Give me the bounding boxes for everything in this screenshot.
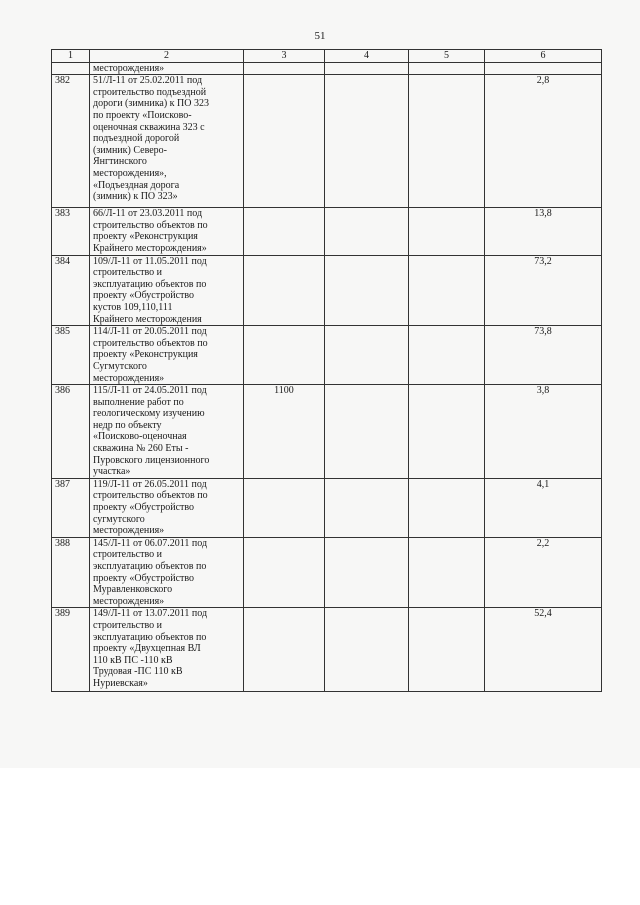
column-header: 6 bbox=[485, 50, 602, 63]
column-header: 2 bbox=[90, 50, 244, 63]
table-row bbox=[52, 255, 602, 326]
row-col3 bbox=[244, 75, 325, 208]
row-col5 bbox=[409, 255, 485, 326]
row-col4 bbox=[325, 326, 409, 385]
row-col5 bbox=[409, 385, 485, 479]
table-row bbox=[52, 537, 602, 608]
row-number: 385 bbox=[52, 326, 90, 385]
page-bottom-margin bbox=[0, 768, 640, 905]
row-col4 bbox=[325, 75, 409, 208]
row-col6-value: 4,1 bbox=[485, 478, 602, 537]
row-col3 bbox=[244, 326, 325, 385]
row-col6-value: 73,2 bbox=[485, 255, 602, 326]
row-number: 387 bbox=[52, 478, 90, 537]
continuation-row bbox=[52, 62, 602, 75]
row-col6-value: 73,8 bbox=[485, 326, 602, 385]
row-col4 bbox=[325, 608, 409, 692]
row-col6-value: 2,2 bbox=[485, 537, 602, 608]
table-row bbox=[52, 326, 602, 385]
row-description: 109/Л-11 от 11.05.2011 под строительство и эксплуатацию объектов по проекту «Обустройство кустов 109,110,111 Крайнего месторождения bbox=[90, 255, 244, 326]
row-description: 66/Л-11 от 23.03.2011 под строительство объектов по проекту «Реконструкция Крайнего месторождения» bbox=[90, 208, 244, 255]
row-description: 149/Л-11 от 13.07.2011 под строительство и эксплуатацию объектов по проекту «Двухцепная ВЛ 110 кВ ПС -110 кВ Трудовая -ПС 110 кВ Нуриевская» bbox=[90, 608, 244, 692]
row-col5 bbox=[409, 326, 485, 385]
row-col4 bbox=[325, 537, 409, 608]
column-header: 1 bbox=[52, 50, 90, 63]
row-number: 382 bbox=[52, 75, 90, 208]
row-col5 bbox=[409, 608, 485, 692]
row-col3 bbox=[244, 537, 325, 608]
row-col4 bbox=[325, 478, 409, 537]
table-header-row bbox=[52, 50, 602, 63]
row-col5 bbox=[409, 75, 485, 208]
row-number: 386 bbox=[52, 385, 90, 479]
row-col4 bbox=[325, 385, 409, 479]
row-col4 bbox=[325, 208, 409, 255]
row-number: 389 bbox=[52, 608, 90, 692]
row-col3: 1100 bbox=[244, 385, 325, 479]
table-row bbox=[52, 385, 602, 479]
row-col6-value: 52,4 bbox=[485, 608, 602, 692]
continuation-text: месторождения» bbox=[90, 62, 244, 75]
row-col3 bbox=[244, 208, 325, 255]
row-col5 bbox=[409, 208, 485, 255]
row-col5 bbox=[409, 478, 485, 537]
land-allocation-table bbox=[51, 49, 602, 692]
row-description: 115/Л-11 от 24.05.2011 под выполнение работ по геологическому изучению недр по объекту «Поисково-оценочная скважина № 260 Еты - Пуровского лицензионного участка» bbox=[90, 385, 244, 479]
table-row bbox=[52, 608, 602, 692]
row-description: 114/Л-11 от 20.05.2011 под строительство объектов по проекту «Реконструкция Сугмутского месторождения» bbox=[90, 326, 244, 385]
column-header: 4 bbox=[325, 50, 409, 63]
table-row bbox=[52, 478, 602, 537]
row-number: 384 bbox=[52, 255, 90, 326]
row-col4 bbox=[325, 255, 409, 326]
table-row bbox=[52, 75, 602, 208]
row-col5 bbox=[409, 537, 485, 608]
row-col3 bbox=[244, 255, 325, 326]
column-header: 5 bbox=[409, 50, 485, 63]
row-description: 119/Л-11 от 26.05.2011 под строительство объектов по проекту «Обустройство сугмутского месторождения» bbox=[90, 478, 244, 537]
row-description: 51/Л-11 от 25.02.2011 под строительство подъездной дороги (зимника) к ПО 323 по проекту «Поисково- оценочная скважина 323 с подъездной дорогой (зимник) Северо- Янгтинского месторождения», «Подъездная дорога (зимник) к ПО 323» bbox=[90, 75, 244, 208]
row-col6-value: 3,8 bbox=[485, 385, 602, 479]
row-number: 383 bbox=[52, 208, 90, 255]
row-col3 bbox=[244, 608, 325, 692]
row-col6-value: 2,8 bbox=[485, 75, 602, 208]
page-number: 51 bbox=[314, 30, 326, 42]
row-description: 145/Л-11 от 06.07.2011 под строительство и эксплуатацию объектов по проекту «Обустройство Муравленковского месторождения» bbox=[90, 537, 244, 608]
row-col6-value: 13,8 bbox=[485, 208, 602, 255]
column-header: 3 bbox=[244, 50, 325, 63]
row-number: 388 bbox=[52, 537, 90, 608]
row-col3 bbox=[244, 478, 325, 537]
table-row bbox=[52, 208, 602, 255]
